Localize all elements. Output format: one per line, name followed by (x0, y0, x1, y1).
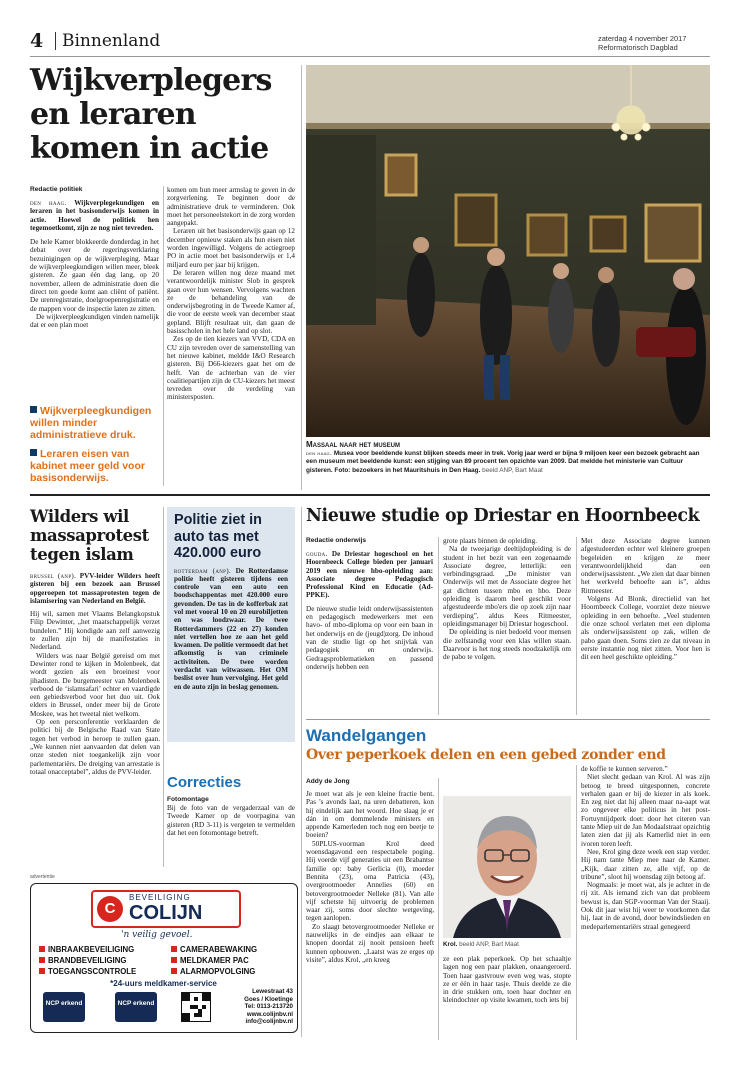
main-col2-p3: De leraren willen nog deze maand met verantwoordelijk minister Slob in gesprek gaan over hun wensen. Vervolgens wachten ze de behandeling van de onderwijsbegroting in de Tweede Kamer af, die voor de eerste week van december staat gepland. Blijft resultaat uit, dan gaan de basisscholen in het hele land op slot. (167, 268, 295, 336)
caption-credit: beeld ANP, Bart Maat (482, 466, 543, 474)
portrait-caption-name: Krol. (443, 941, 458, 948)
ad-brand-top: BEVEILIGING (129, 893, 191, 902)
main-col2-p2: Leraren uit het basisonderwijs gaan op 12 december opnieuw staken als hun eisen niet worden ingewilligd. Volgens de actiegroep PO in actie moet het basisonderwijs er 1,4 miljard euro per jaar bij krijgen. (167, 227, 295, 269)
main-headline: Wijkverplegers en leraren komen in actie (30, 63, 272, 166)
ncp-cert-badge: NCP erkend (115, 992, 157, 1022)
square-bullet-icon (30, 449, 37, 456)
correcties (167, 774, 295, 837)
ad-address (221, 988, 293, 1026)
ad-phone[interactable]: Tel: 0113-213720 (244, 1003, 293, 1011)
caption-text: Musea voor beeldende kunst blijken steeds meer in trek. Vorig jaar werd er bijna 9 miljoen keer een bezoek gebracht aan een museum met beeldende kunst: een stijging van 89 procent ten opzichte van 2009. Dat meldde het ministerie van Cultuur gisteren. Foto: bezoekers in het Mauritshuis in Den Haag. (306, 450, 700, 474)
ad-item: MELDKAMER PAC (171, 955, 293, 966)
ad-item: CAMERABEWAKING (171, 944, 293, 955)
ad-website-link[interactable]: www.colijnbv.nl (246, 1010, 293, 1018)
column-rule (163, 186, 164, 486)
politie-dateline: rotterdam (anp). (174, 566, 232, 575)
paper-name: Reformatorisch Dagblad (598, 43, 678, 52)
column-rule (163, 507, 164, 867)
main-col-1 (30, 199, 159, 329)
wandel-col2-p1: ze een plak peperkoek. Op het schaaltje lagen nog een paar plakken, onaangeroerd. Toen haar gastvrouw even weg was, stopte ze er één in haar tasje. Thuis deelde ze die in drie stukken om, toen haar dochter en kleindochter op visite kwamen, toch iets bij (443, 955, 571, 1005)
ad-label: advertentie (30, 874, 55, 880)
portrait-caption (443, 941, 571, 948)
main-dateline: den haag. (30, 199, 67, 207)
qr-pattern (182, 993, 210, 1021)
section-title: Binnenland (55, 32, 160, 50)
main-col2-p4: Zes op de tien kiezers van VVD, CDA en CU zijn tevreden over de samenstelling van het nieuwe kabinet, meldde I&O Research gisteren. Bij D66-kiezers gaat het om de helft. Van de achterban van de vier coalitiepartijen zijn de CU-kiezers het meest tevreden over de verdeling van ministersposten. (167, 335, 295, 402)
studie-byline: Redactie onderwijs (306, 537, 367, 544)
column-rule (438, 537, 439, 715)
politie-body (174, 567, 288, 691)
studie-dateline: gouda. (306, 550, 328, 558)
ad-email-link[interactable]: info@colijnbv.nl (245, 1018, 293, 1026)
studie-col-1 (306, 550, 433, 671)
wandelgangen-subtitle: Over peperkoek delen en een gebed zonder end (306, 747, 666, 763)
wandel-top-rule (306, 719, 710, 720)
ncp-cert-badge: NCP erkend (43, 992, 85, 1022)
ad-brand-main: COLIJN (129, 902, 203, 924)
column-rule (301, 507, 302, 1037)
studie-col2-p3: De opleiding is niet bedoeld voor mensen die zelfstandig voor een klas willen staan. Daarvoor is het nog steeds noodzakelijk om de pabo te volgen. (443, 628, 571, 662)
pull-quote-1-text: Wijkverpleegkundigen willen minder administratieve druk. (30, 405, 152, 441)
wilders-p2: Wilders was naar België gereisd om met Dewinter rond te kijken in Molenbeek, dat wordt gezien als een broeinest voor jihadisten. De burgemeester van Molenbeek verbood de ‘islamsafari’ echter en vaardigde een gebiedsverbod voor het duo uit. Ook elders in Brussel, onder meer bij de Grote Moskee, was het tweetal niet welkom. (30, 651, 160, 718)
caption-dateline: den haag. (306, 450, 333, 458)
studie-col1-p1: De nieuwe studie leidt onderwijsassistenten en pedagogisch medewerkers met een havo- of mbo-diploma op voor een baan in het onderwijs en de (jeugd)zorg. De inhoud van de studie ligt op het snijvlak van pedagogiek en onderwijs. Gedragsproblematieken en passend onderwijs hebben een (306, 604, 433, 671)
krol-portrait (443, 796, 571, 938)
column-rule (301, 65, 302, 490)
wandelgangen-header (306, 726, 710, 764)
main-col1-p2: De wijkverpleegkundigen vinden namelijk dat er een plan moet (30, 312, 159, 330)
page-number: 4 (30, 30, 44, 52)
colijn-advertisement[interactable] (30, 883, 298, 1033)
section-divider (30, 494, 710, 496)
wandel-col3-p4: Nogmaals: je moet wat, als je achter in de rij zit. Als iemand zich van dat probleem bewust is, dan SGP-voorman Van der Staaij. Ook dit jaar wist hij weer te voorkomen dat hij, laat in de avond, door bewindslieden en medeparlementariërs straal genegeerd (581, 881, 710, 931)
studie-col-3 (581, 537, 710, 661)
wilders-dateline: brussel (anp). (30, 572, 77, 580)
correcties-subhead: Fotomontage (167, 796, 209, 803)
column-rule (576, 537, 577, 715)
studie-col3-p2: Volgens Ad Blonk, directielid van het Hoornbeeck College, voorziet deze nieuwe opleiding in een behoefte. „Veel studenten die onze school verlaten met een diploma als onderwijsassistent op zak, willen de pabo gaan doen. Soms zien ze dat niveau in eerste instantie nog niet zitten. Voor hen is dit een heel geschikte opleiding.” (581, 595, 710, 662)
studie-col2-p2: Na de tweejarige deeltijdopleiding is de student in het bezit van een zogenaamde Associate degree, letterlijk: een verbindingsgraad. „De minister van Onderwijs wil met de Associate degree het gat dichten tussen mbo en hbo. Deze opleiding is daarom heel geschikt voor afgestudeerde mbo'ers die op zoek zijn naar verdieping”, aldus Kees Ritmeester, opleidingsmanager bij Driestar hogeschool. (443, 545, 571, 628)
wilders-p1: Hij wil, samen met Vlaams Belangkopstuk Filip Dewinter, „het maatschappelijk verzet bundelen.” Hij kondigde aan zelf aanwezig te zullen zijn bij de manifestaties in Nederland. (30, 610, 160, 652)
portrait-illustration (443, 796, 571, 938)
ad-right-list (171, 944, 293, 977)
politie-box (167, 507, 295, 742)
main-col-2 (167, 186, 295, 402)
correcties-text: Bij de foto van de vergaderzaal van de Tweede Kamer op de voorpagina van gisteren (RD 3-11) is vergeten te vermelden dat het een fotomontage betreft. (167, 804, 295, 837)
ad-logo (91, 890, 241, 928)
pull-quote-2 (30, 448, 159, 484)
ad-slogan: 'n veilig gevoel. (121, 930, 193, 940)
studie-lead: De Driestar hogeschool en het Hoornbeeck College bieden per januari 2019 een nieuwe hbo-opleiding aan: Associate degree Pedagogisch Professional Kind en Educatie (Ad-PPKE). (306, 550, 433, 600)
wandel-col3-p3: Nee, Krol ging deze week een stap verder. Hij nam tante Miep mee naar de Kamer. „Kijk, daar zitten ze, alle vijf, op de tribune”, sloot hij woensdag zijn betoog af. (581, 847, 710, 881)
main-lead: Wijkverplegekundigen en leraren in het basisonderwijs komen in actie. Hoewel de politiek hen tegemoetkomt, zijn ze nog niet tevreden. (30, 199, 160, 232)
masthead-date (598, 34, 708, 52)
wandel-col-2 (443, 955, 571, 1005)
wandel-col-3 (581, 765, 710, 931)
ad-city: Goes / Kloetinge (244, 995, 293, 1003)
ad-item: ALARMOPVOLGING (171, 966, 293, 977)
photo-caption (306, 441, 710, 475)
pull-quote-1 (30, 405, 159, 441)
column-rule (438, 778, 439, 1040)
wilders-p3: Op een persconferentie verklaarden de politici bij de Belgische Raad van State tegen het verbod in beroep te zullen gaan. „We kunnen niet aanvaarden dat delen van onze steden niet toegankelijk zijn voor parlementariërs. De dreiging van arrestatie is totaal onacceptabel”, aldus de PVV-leider. (30, 718, 160, 776)
studie-headline: Nieuwe studie op Driestar en Hoornbeeck (306, 506, 700, 526)
wandel-col-1 (306, 790, 434, 964)
qr-code-icon[interactable] (181, 992, 211, 1022)
ad-item: BRANDBEVEILIGING (39, 955, 161, 966)
studie-col3-p1: Met deze Associate degree kunnen afgestudeerden echter wel kleinere groepen begeleiden en krijgen ze meer verantwoordelijkheid dan een onderwijsassistent. „We zien dat daar binnen het werkveld behoefte aan is”, aldus Ritmeester. (581, 537, 710, 595)
square-bullet-icon (30, 406, 37, 413)
pull-quote-2-text: Leraren eisen van kabinet meer geld voor basisonderwijs. (30, 448, 145, 484)
correcties-headline: Correcties (167, 774, 242, 791)
studie-col2-p1: grote plaats binnen de opleiding. (443, 537, 538, 545)
portrait-credit: beeld ANP, Bart Maat (459, 941, 519, 948)
wandel-col1-p2: 50PLUS-voorman Krol deed woensdagavond een respectabele poging. Hij voerde vijf generaties uit een Brabantse familie op: baby Gerlicia (0), moeder Bennita (23), oma Patricia (43), overgrootmoeder Annelies (60) en betovergrootmoeder Nelleke (81). Van alle vijf schetste hij uitvoerig de problemen waar zij, soms door slechte wetgeving, tegen aanlopen. (306, 839, 434, 923)
museum-photo (306, 65, 710, 437)
wandelgangen-title: Wandelgangen (306, 726, 427, 745)
wandel-col1-p3: Zo slaagt betovergrootmoeder Nelleke er nauwelijks in de eindjes aan elkaar te knopen doordat zij nooit pensioen heeft kunnen opbouwen. „Laatst was ze erges op visite”, aldus Krol, „en kreeg (306, 922, 434, 964)
colijn-c-icon: C (97, 896, 123, 922)
studie-col-2 (443, 537, 571, 661)
column-rule (576, 765, 577, 1040)
wilders-body (30, 572, 160, 776)
date-line: zaterdag 4 november 2017 (598, 34, 687, 43)
wandel-byline: Addy de Jong (306, 778, 350, 785)
main-byline: Redactie politiek (30, 186, 83, 193)
main-col2-p1: komen om hun meer armslag te geven in de zorgverlening. Te beginnen door de administratieve druk te verminderen. Ook moet het personeelstekort in de zorg worden aangepakt. (167, 186, 295, 228)
politie-headline: Politie ziet in auto tas met 420.000 euro (174, 512, 262, 561)
museum-illustration (306, 65, 710, 437)
caption-title: Massaal naar het museum (306, 440, 400, 449)
header-rule (30, 56, 710, 57)
ad-service: *24-uurs meldkamer-service (110, 979, 217, 988)
ad-left-list (39, 944, 161, 977)
politie-text: De Rotterdamse politie heeft gisteren tijdens een controle van een auto een boodschappentas met 420.000 euro gevonden. De tas in de kofferbak zat vol met vooral 10 en 20 eurobiljetten en was loodzwaar. De twee Rotterdammers (22 en 27) konden niet vertellen hoe ze aan het geld kwamen. De politie vermoedt dat het afkomstig is van criminele activiteiten. De twee worden verdacht van witwassen. Het OM beslist over hun vervolging. Het geld en de auto zijn in beslag genomen. (174, 566, 288, 691)
main-col1-p1: De hele Kamer blokkeerde donderdag in het debat over de regeringsverklaring bezuinigingen op de wijkverpleging. Maar de wijkverpleegkundigen willen meer, bleek gisteren. Ze gaan één dag lang, op 20 november, alleen de administratie doen die direct ten goede komt aan cliënt of patiënt. De urenregistratie, doelgroepenregistratie en de mappen voor de inspectie laten ze zitten. (30, 238, 159, 313)
ad-item: INBRAAKBEVEILIGING (39, 944, 161, 955)
wandel-col1-p1: Je moet wat als je een kleine fractie bent. Pas ’s avonds laat, na uren debatteren, kon hij eindelijk aan het woord. Hoe slaag je er dán in om dommelende ministers en appende Kamerleden toch nog een beetje te boeien? (306, 790, 434, 840)
wandel-col3-p1: de koffie te kunnen serveren.” (581, 765, 668, 773)
ad-street: Lewestraat 43 (252, 988, 293, 995)
wilders-headline: Wilders wil massaprotest tegen islam (30, 507, 149, 564)
wilders-lead: PVV-leider Wilders heeft gisteren bij een bezoek aan Brussel opgeroepen tot massaprotesten tegen de islamisering van Nederland en België. (30, 572, 160, 605)
wandel-col3-p2: Niet slecht gedaan van Krol. Al was zijn betoog te breed uitgesponnen, concrete verhalen gaan er bij de kiezer in als koek. En zeg niet dat hij alleen maar na-aapt wat zo ongeveer elke politicus in het post-Fortuyntijdperk doet: door het citeren van tante Miep uit de Jan Modaalstraat opzichtig laten zien dat jij als Kamerlid niet in een ivoren toren leeft. (581, 773, 710, 848)
ad-item: TOEGANGSCONTROLE (39, 966, 161, 977)
